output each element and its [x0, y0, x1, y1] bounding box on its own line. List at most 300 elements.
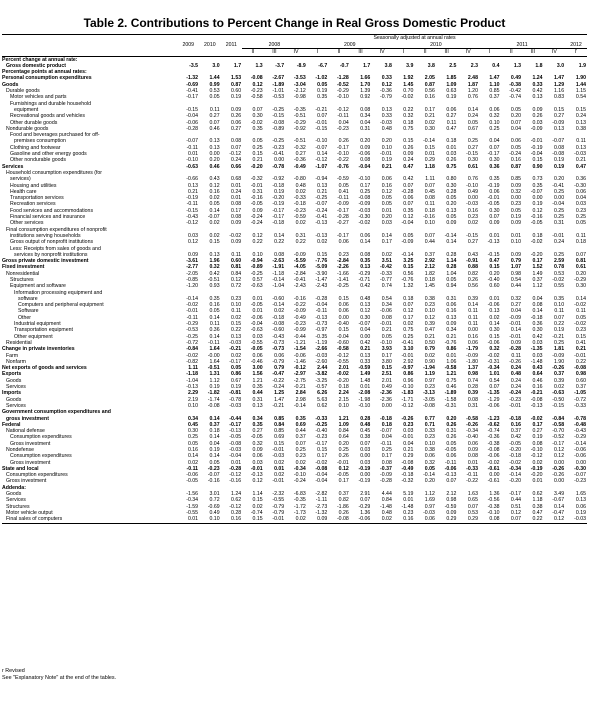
- row-value: -0.02: [530, 415, 543, 422]
- row-value: -0.13: [186, 384, 199, 391]
- row-value: 0.19: [231, 384, 242, 391]
- row-value: -1.58: [444, 396, 457, 403]
- row-value: -0.07: [207, 214, 220, 221]
- row-value: 3.00: [252, 365, 263, 372]
- row-value: 0.26: [446, 157, 457, 164]
- row-value: -0.04: [186, 113, 199, 120]
- row-value: -0.10: [530, 447, 543, 453]
- row-value: 1.87: [467, 81, 478, 88]
- row-value: -0.19: [186, 195, 199, 202]
- row-value: 0.05: [209, 459, 220, 466]
- year-header: 2009: [182, 42, 195, 49]
- row-value: 0.23: [403, 421, 414, 428]
- row-value: -0.02: [487, 352, 500, 359]
- row-value: 0.02: [274, 459, 285, 466]
- row-value: 0.38: [532, 503, 543, 510]
- row-value: -0.59: [336, 176, 349, 183]
- row-value: 0.63: [446, 88, 457, 95]
- row-value: -0.10: [293, 472, 306, 479]
- row-value: 0.30: [467, 157, 478, 164]
- row-value: 1.21: [338, 415, 349, 422]
- row-value: -0.58: [250, 94, 263, 101]
- row-value: -0.25: [186, 333, 199, 340]
- row-value: -0.04: [401, 220, 414, 227]
- row-value: -0.09: [401, 239, 414, 246]
- row-value: 0.24: [231, 188, 242, 195]
- row-value: 0.23: [424, 302, 435, 309]
- row-value: -0.01: [272, 447, 285, 453]
- row-value: -0.08: [574, 365, 586, 372]
- row-value: -0.18: [272, 314, 285, 321]
- row-label: software: [18, 295, 38, 302]
- row-value: -0.51: [207, 365, 220, 372]
- row-value: 2.01: [381, 377, 392, 384]
- row-value: 1.18: [424, 163, 435, 170]
- row-value: 0.15: [381, 365, 392, 372]
- row-value: 0.15: [403, 264, 414, 271]
- row-value: 0.17: [532, 421, 543, 428]
- row-value: -0.02: [358, 220, 371, 227]
- row-value: 0.13: [209, 251, 220, 258]
- row-value: -2.36: [380, 396, 392, 403]
- row-value: -0.15: [552, 402, 565, 409]
- row-value: -0.33: [380, 270, 392, 277]
- row-value: -0.43: [574, 428, 586, 435]
- row-value: 0.37: [424, 251, 435, 258]
- row-label: Exports: [2, 371, 22, 378]
- row-value: 0.25: [381, 447, 392, 453]
- row-value: 0.26: [231, 113, 242, 120]
- row-value: 2.12: [446, 491, 457, 498]
- row-value: -0.29: [336, 88, 349, 95]
- row-value: 0.85: [274, 428, 285, 435]
- row-value: -0.59: [293, 214, 306, 221]
- row-value: 0.78: [553, 264, 565, 271]
- row-value: 0.27: [295, 151, 306, 158]
- row-value: 0.21: [424, 113, 435, 120]
- row-value: -0.61: [487, 465, 500, 472]
- row-value: -2.32: [272, 491, 285, 498]
- row-value: 0.60: [575, 377, 586, 384]
- row-value: -2.60: [315, 358, 328, 365]
- row-label: Structures: [10, 276, 34, 283]
- row-value: -0.55: [186, 509, 199, 516]
- row-value: 0.37: [338, 491, 349, 498]
- row-value: -0.32: [250, 176, 263, 183]
- row-value: -0.55: [272, 497, 285, 504]
- row-value: 0.14: [360, 239, 371, 246]
- row-label: Recreation services: [10, 201, 56, 208]
- row-value: -0.02: [487, 459, 500, 466]
- row-value: 0.08: [553, 144, 565, 151]
- row-value: -7.76: [315, 258, 328, 265]
- row-value: 0.16: [209, 302, 220, 309]
- row-value: [199, 56, 221, 63]
- row-value: 0.09: [187, 251, 199, 258]
- row-value: 0.15: [338, 327, 349, 334]
- row-value: 0.41: [575, 339, 586, 346]
- row-value: 0.00: [360, 453, 371, 460]
- row-value: -0.12: [530, 453, 543, 460]
- row-value: -0.17: [272, 207, 285, 214]
- row-value: 0.22: [575, 358, 586, 365]
- row-value: -2.84: [293, 270, 306, 277]
- row-value: [522, 56, 544, 63]
- row-value: -0.06: [380, 308, 392, 315]
- row-value: [264, 56, 286, 63]
- row-value: 0.03: [252, 459, 263, 466]
- row-value: 2.01: [338, 365, 349, 372]
- row-value: -0.98: [293, 94, 306, 101]
- row-value: 0.12: [510, 509, 522, 516]
- row-value: 0.11: [554, 308, 565, 315]
- row-value: 0.01: [231, 182, 242, 189]
- row-value: -0.94: [315, 176, 328, 183]
- row-value: -0.26: [466, 421, 478, 428]
- row-value: 0.36: [532, 321, 543, 328]
- row-value: 1.90: [553, 358, 565, 365]
- row-value: 0.23: [424, 384, 435, 391]
- row-value: 2.48: [467, 75, 478, 82]
- row-value: -0.06: [444, 465, 457, 472]
- row-value: 0.00: [381, 402, 392, 409]
- row-value: 0.00: [553, 195, 565, 202]
- row-value: 0.74: [467, 377, 478, 384]
- row-value: -0.94: [250, 258, 263, 265]
- row-value: -0.40: [466, 434, 478, 441]
- row-value: 0.22: [252, 239, 263, 246]
- row-value: 0.08: [231, 214, 242, 221]
- row-value: 1.56: [252, 371, 263, 378]
- row-value: 0.37: [209, 421, 220, 428]
- row-value: -0.81: [229, 390, 242, 397]
- row-label: institutions serving households: [10, 232, 81, 239]
- row-value: -0.12: [229, 472, 242, 479]
- row-value: -2.67: [272, 75, 285, 82]
- row-value: -0.31: [487, 358, 500, 365]
- row-value: 0.04: [381, 434, 392, 441]
- row-label: Housing and utilities: [10, 182, 57, 189]
- row-value: -0.08: [487, 447, 500, 453]
- footnote-revised: r Revised: [2, 668, 25, 674]
- row-value: -0.11: [380, 440, 392, 447]
- row-value: 0.27: [252, 428, 263, 435]
- row-value: 1.32: [403, 283, 414, 290]
- row-value: -0.24: [250, 220, 263, 227]
- row-value: 0.13: [553, 125, 565, 132]
- row-value: -0.07: [380, 428, 392, 435]
- row-value: -0.60: [272, 327, 285, 334]
- row-value: 0.18: [424, 276, 435, 283]
- row-value: -0.73: [272, 339, 285, 346]
- row-value: 0.28: [467, 384, 478, 391]
- row-value: -0.34: [293, 465, 306, 472]
- row-value: 0.44: [510, 283, 522, 290]
- row-value: -0.14: [293, 402, 306, 409]
- quarter-header: III: [436, 49, 458, 56]
- row-value: 0.20: [489, 270, 500, 277]
- row-value: 0.27: [532, 428, 543, 435]
- row-value: 0.48: [510, 371, 522, 378]
- row-value: 0.35: [532, 182, 543, 189]
- row-value: -0.04: [336, 333, 349, 340]
- row-value: -0.25: [250, 270, 263, 277]
- row-value: 0.00: [467, 195, 478, 202]
- row-value: 0.28: [446, 188, 457, 195]
- row-value: 0.12: [381, 188, 392, 195]
- row-value: 0.53: [553, 270, 565, 277]
- row-label: Consumption expenditures: [10, 434, 72, 441]
- row-value: 0.01: [403, 497, 414, 504]
- row-value: -0.07: [315, 201, 328, 208]
- row-value: 0.04: [510, 308, 522, 315]
- row-value: 2.51: [381, 371, 392, 378]
- row-value: -1.23: [487, 415, 500, 422]
- row-value: 0.01: [489, 295, 500, 302]
- row-value: 1.90: [575, 75, 586, 82]
- row-value: -0.33: [315, 415, 328, 422]
- row-value: 0.14: [209, 314, 220, 321]
- row-value: 0.35: [360, 258, 371, 265]
- row-value: -0.01: [509, 321, 522, 328]
- row-value: -0.21: [229, 346, 242, 353]
- row-value: 0.09: [446, 220, 457, 227]
- row-value: -3.05: [423, 396, 435, 403]
- row-value: 0.05: [209, 201, 220, 208]
- row-value: 0.01: [252, 295, 263, 302]
- row-value: -0.28: [186, 125, 199, 132]
- row-value: 0.02: [532, 459, 543, 466]
- row-value: 1.63: [467, 491, 478, 498]
- row-value: 0.09: [231, 220, 242, 227]
- row-value: 1.85: [446, 75, 457, 82]
- row-value: 0.76: [467, 176, 478, 183]
- row-value: 0.72: [231, 283, 242, 290]
- row-value: 0.17: [231, 207, 242, 214]
- row-value: 0.32: [424, 459, 435, 466]
- gdp-contributions-table: [2, 34, 587, 524]
- row-value: -0.28: [336, 214, 349, 221]
- row-value: 0.28: [231, 509, 242, 516]
- row-value: 0.27: [209, 113, 220, 120]
- row-value: 0.46: [209, 125, 220, 132]
- row-value: 0.44: [424, 239, 435, 246]
- row-value: -3.53: [293, 75, 306, 82]
- row-value: 0.26: [467, 276, 478, 283]
- row-value: 1.11: [425, 176, 435, 183]
- row-value: 1.92: [403, 75, 414, 82]
- row-value: 5.19: [403, 491, 414, 498]
- row-value: 0.02: [424, 352, 435, 359]
- row-value: 0.13: [231, 333, 242, 340]
- row-value: -0.24: [509, 390, 522, 397]
- row-value: 0.24: [510, 384, 522, 391]
- row-value: 0.01: [360, 384, 371, 391]
- row-value: -1.89: [272, 81, 285, 88]
- row-label: Gross investment: [10, 440, 51, 447]
- row-value: 0.04: [532, 295, 543, 302]
- row-value: -0.16: [423, 214, 435, 221]
- row-value: 0.10: [424, 440, 435, 447]
- row-value: -0.10: [487, 509, 500, 516]
- row-value: 0.42: [209, 270, 220, 277]
- row-value: -0.14: [444, 232, 457, 239]
- row-value: -0.10: [315, 138, 328, 145]
- row-value: -0.19: [530, 144, 543, 151]
- row-value: 0.06: [575, 503, 586, 510]
- row-value: 0.92: [360, 94, 371, 101]
- row-value: 0.26: [403, 144, 414, 151]
- row-value: 0.12: [209, 182, 220, 189]
- row-value: 0.03: [532, 119, 543, 126]
- row-value: 0.13: [532, 94, 543, 101]
- row-value: -1.28: [336, 75, 349, 82]
- row-value: -0.04: [315, 302, 328, 309]
- row-value: 0.16: [393, 516, 415, 523]
- row-value: 0.10: [489, 119, 500, 126]
- row-value: 0.25: [338, 447, 349, 453]
- row-value: -0.16: [207, 478, 220, 485]
- row-value: -0.58: [444, 365, 457, 372]
- row-value: 0.00: [532, 195, 543, 202]
- row-value: -0.76: [444, 339, 457, 346]
- row-value: -0.11: [208, 339, 220, 346]
- row-value: 0.09: [252, 447, 263, 453]
- row-value: 0.15: [317, 251, 328, 258]
- row-value: 0.13: [575, 497, 586, 504]
- row-value: 0.08: [381, 459, 392, 466]
- row-value: 0.19: [209, 384, 220, 391]
- row-value: -0.03: [423, 509, 435, 516]
- row-value: -0.38: [487, 440, 500, 447]
- row-value: 0.04: [575, 195, 586, 202]
- row-value: 0.11: [511, 352, 522, 359]
- row-value: 0.15: [489, 264, 500, 271]
- row-value: -0.55: [336, 358, 349, 365]
- row-value: 1.66: [360, 75, 371, 82]
- row-value: 0.05: [446, 440, 457, 447]
- row-value: 0.36: [489, 163, 500, 170]
- row-value: [479, 56, 501, 63]
- row-value: -0.16: [530, 214, 543, 221]
- row-value: 0.13: [575, 119, 586, 126]
- row-value: -0.51: [293, 113, 306, 120]
- row-value: -2.73: [315, 503, 328, 510]
- row-value: 0.00: [467, 327, 478, 334]
- row-value: 0.07: [360, 497, 371, 504]
- quarter-header: II: [414, 49, 436, 56]
- row-value: -0.12: [336, 352, 349, 359]
- row-value: -1.11: [315, 497, 328, 504]
- row-value: 0.19: [231, 94, 242, 101]
- row-value: 3.51: [381, 258, 392, 265]
- row-value: -0.20: [272, 195, 285, 202]
- row-value: -0.17: [186, 94, 199, 101]
- row-value: -1.74: [207, 396, 220, 403]
- row-value: 0.13: [360, 352, 371, 359]
- row-value: -0.03: [358, 207, 371, 214]
- row-value: -0.38: [487, 503, 500, 510]
- row-value: -0.79: [272, 509, 285, 516]
- row-value: 0.27: [510, 302, 522, 309]
- row-value: 2.15: [338, 396, 349, 403]
- row-value: 0.19: [553, 163, 565, 170]
- row-value: 0.37: [295, 434, 306, 441]
- row-value: 0.05: [446, 195, 457, 202]
- row-value: 0.02: [209, 195, 220, 202]
- row-value: 1.37: [467, 365, 478, 372]
- row-value: 0.99: [209, 81, 220, 88]
- row-value: -2.26: [336, 264, 349, 271]
- row-value: 0.11: [468, 314, 478, 321]
- row-value: 0.07: [501, 516, 523, 523]
- row-value: -0.29: [293, 119, 306, 126]
- row-value: -0.10: [336, 94, 349, 101]
- row-value: 0.05: [252, 138, 263, 145]
- row-value: -0.12: [336, 106, 349, 113]
- row-value: -0.09: [358, 201, 371, 208]
- row-value: 0.20: [360, 138, 371, 145]
- row-value: 0.11: [209, 321, 220, 328]
- row-label: Final consumption expenditures of nonprofit: [6, 226, 107, 233]
- row-value: 0.18: [403, 119, 414, 126]
- row-value: 0.00: [510, 195, 522, 202]
- row-value: 6.26: [317, 390, 328, 397]
- row-value: -0.56: [487, 497, 500, 504]
- row-value: 0.07: [209, 119, 220, 126]
- row-label: Equipment and software: [10, 283, 66, 290]
- row-value: 0.25: [553, 207, 565, 214]
- row-value: -0.02: [186, 352, 199, 359]
- row-value: 0.15: [274, 440, 285, 447]
- row-value: 0.23: [575, 207, 586, 214]
- row-value: -0.06: [186, 472, 199, 479]
- row-value: -1.32: [186, 75, 199, 82]
- row-value: 0.05: [317, 81, 328, 88]
- row-value: 0.84: [274, 421, 285, 428]
- row-value: 0.02: [295, 220, 306, 227]
- row-value: 0.26: [338, 509, 349, 516]
- row-label: equipment: [14, 106, 39, 113]
- row-value: -0.41: [272, 151, 285, 158]
- row-value: -0.36: [487, 434, 500, 441]
- row-value: -0.02: [552, 276, 565, 283]
- row-label: National defense: [6, 428, 45, 435]
- row-label: services by nonprofit institutions: [14, 251, 88, 258]
- row-value: -0.01: [509, 333, 522, 340]
- row-value: -3.04: [293, 81, 306, 88]
- row-value: 0.44: [510, 497, 522, 504]
- row-label: Gross output of nonprofit institutions: [10, 239, 94, 246]
- row-value: -0.79: [272, 503, 285, 510]
- row-value: 0.06: [360, 232, 371, 239]
- row-value: -0.17: [315, 440, 328, 447]
- row-value: -0.35: [293, 106, 306, 113]
- row-label: Residential: [6, 339, 32, 346]
- row-value: -0.20: [530, 472, 543, 479]
- row-value: -0.09: [380, 472, 392, 479]
- row-value: 0.07: [446, 478, 457, 485]
- row-value: -0.69: [186, 81, 199, 88]
- row-value: 0.79: [424, 346, 435, 353]
- row-value: 0.87: [231, 81, 242, 88]
- row-value: 0.05: [467, 119, 478, 126]
- row-value: -0.17: [336, 232, 349, 239]
- row-value: -0.13: [487, 239, 500, 246]
- row-value: 0.38: [575, 125, 586, 132]
- row-value: 1.3: [513, 62, 522, 69]
- row-value: 0.01: [446, 144, 457, 151]
